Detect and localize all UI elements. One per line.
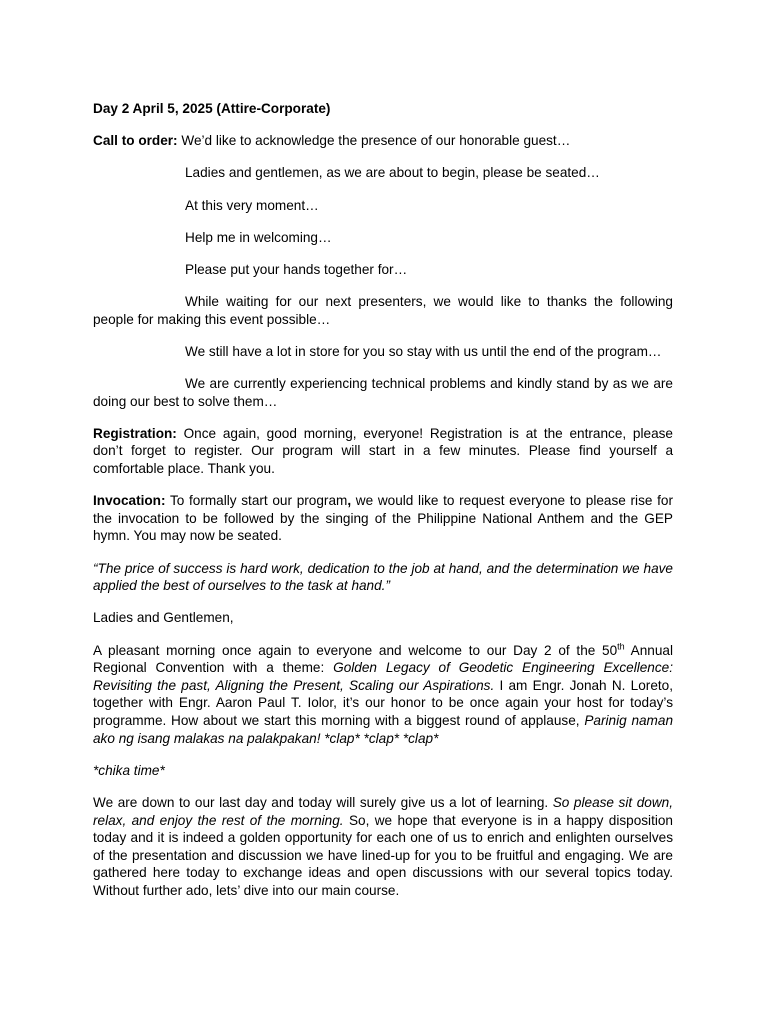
call-to-order-paragraph (93, 132, 673, 150)
cue-line: We are currently experiencing technical problems and kindly stand by as we are doing our best to solve them… (93, 376, 673, 409)
invocation-comma: , (347, 493, 352, 509)
closing-paragraph (93, 794, 673, 900)
cue-line: Help me in welcoming… (185, 229, 332, 245)
welcome-filipino: Parinig naman ako ng isang malakas na palakpakan! *clap* *clap* *clap* (93, 712, 674, 746)
closing-part1: We are down to our last day and today will surely give us a lot of learning. (93, 794, 553, 810)
invocation-text-b: we would like to request everyone to please rise for the invocation to be followed by the singing of the Philippine National Anthem and the GEP hymn. You may now be seated. (93, 493, 673, 544)
registration-paragraph (93, 425, 673, 478)
cue-line: At this very moment… (185, 197, 319, 213)
invocation-paragraph (93, 492, 673, 545)
registration-text: Once again, good morning, everyone! Registration is at the entrance, please don’t forget to register. Our program will start in a few minutes. Please find yourself a comfortable place. Thank you. (93, 425, 673, 477)
call-to-order-text: We’d like to acknowledge the presence of our honorable guest… (177, 133, 571, 149)
salutation: Ladies and Gentlemen, (93, 610, 234, 626)
chika-time: *chika time* (93, 762, 165, 778)
invocation-text-a: To formally start our program (165, 493, 348, 509)
welcome-part3: I am Engr. Jonah N. Loreto, together with Engr. Aaron Paul T. Iolor, it’s our honor to be once again your host for today’s programme. How about we start this morning with a biggest round of applause, (93, 677, 673, 728)
invocation-label: Invocation: (93, 493, 166, 509)
welcome-theme: Golden Legacy of Geodetic Engineering Excellence: Revisiting the past, Aligning the Present, Scaling our Aspirations. (93, 660, 674, 693)
cue-line: While waiting for our next presenters, we would like to thanks the following people for making this event possible… (93, 294, 673, 327)
registration-label: Registration: (93, 425, 177, 441)
closing-part2: So, we hope that everyone is in a happy disposition today and it is indeed a golden opportunity for each one of us to enrich and enlighten ourselves of the presentation and discussion we have lined-up for you to be fruitful and engaging. We are gathered here today to exchange ideas and open discussions with our several topics today. Without further ado, lets’ dive into our main course. (93, 812, 673, 898)
welcome-paragraph (93, 642, 673, 748)
quote-paragraph: “The price of success is hard work, dedication to the job at hand, and the determination we have applied the best of ourselves to the task at hand.” (93, 560, 673, 594)
welcome-part2: Annual Regional Convention with a theme: (93, 642, 673, 676)
day-heading: Day 2 April 5, 2025 (Attire-Corporate) (93, 101, 331, 116)
document-page (93, 100, 673, 914)
cue-line: Please put your hands together for… (185, 261, 408, 277)
cue-line: Ladies and gentlemen, as we are about to begin, please be seated… (185, 165, 600, 181)
closing-italic: So please sit down, relax, and enjoy the rest of the morning. (93, 794, 673, 828)
call-to-order-label: Call to order: (93, 133, 178, 149)
welcome-superscript: th (617, 641, 625, 652)
cue-line: We still have a lot in store for you so stay with us until the end of the program… (185, 343, 662, 359)
welcome-part1: A pleasant morning once again to everyone and welcome to our Day 2 of the 50 (93, 642, 618, 658)
